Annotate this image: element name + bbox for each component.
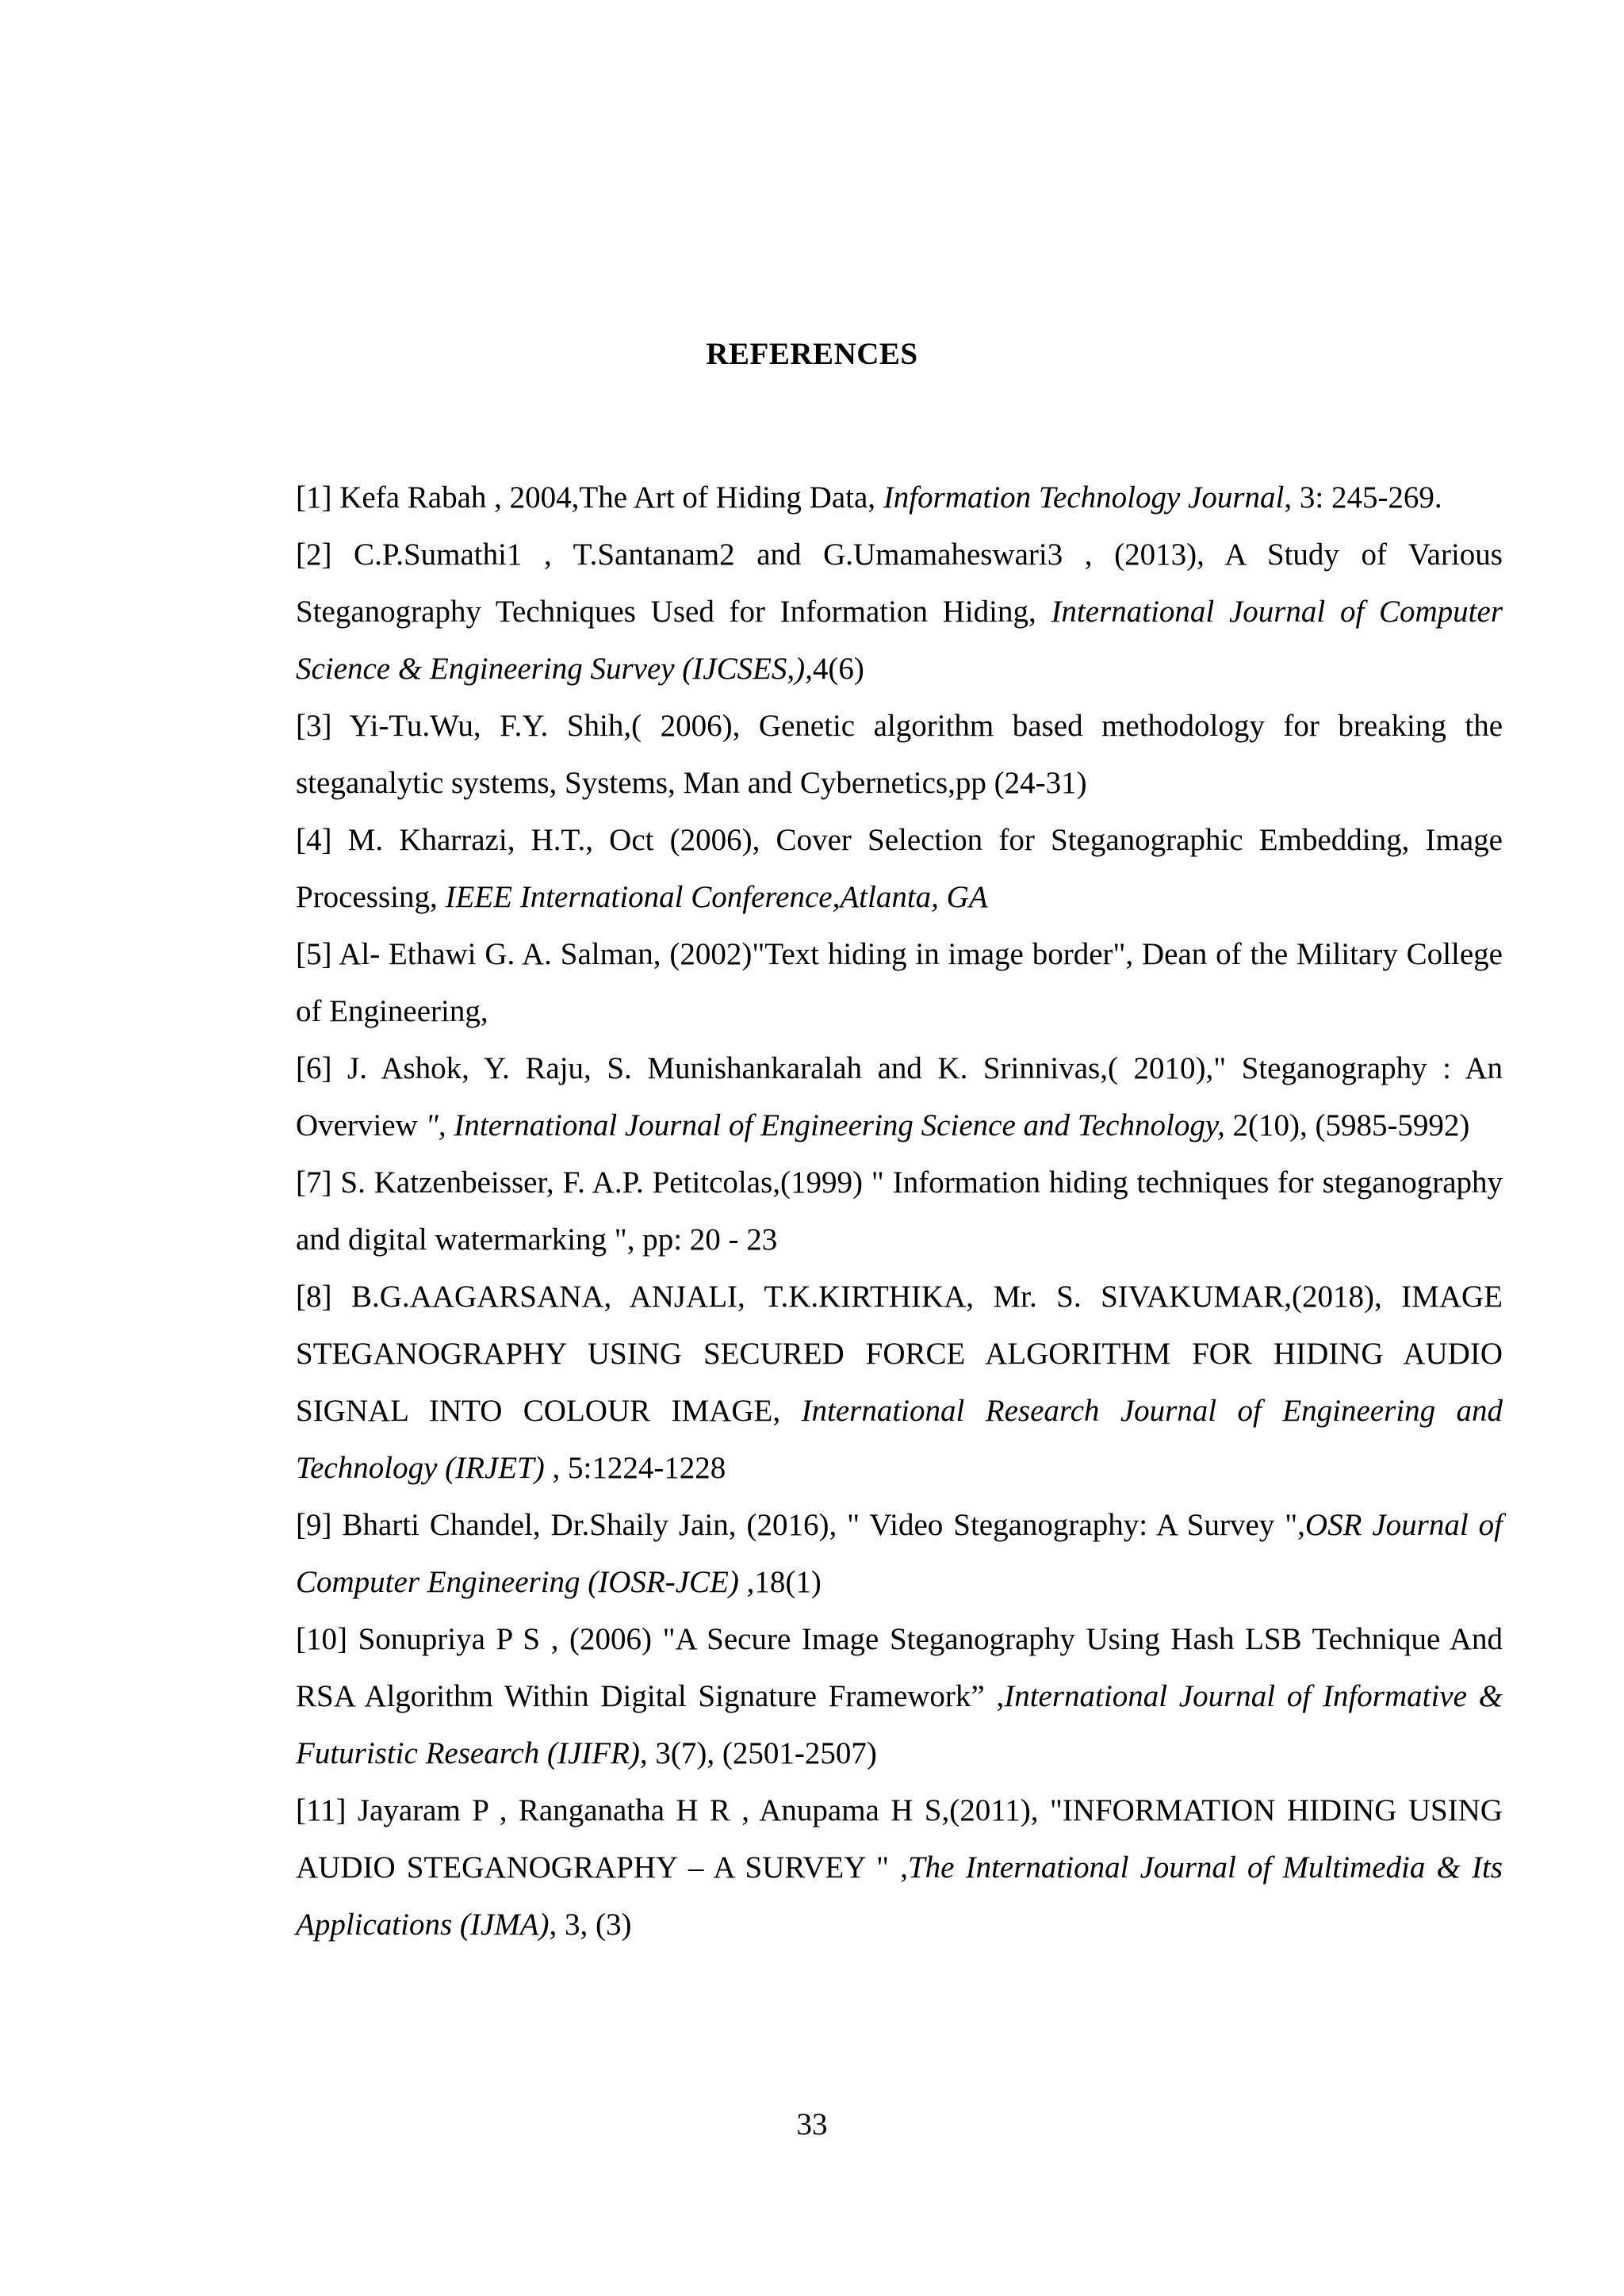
reference-text: J. Ashok, Y. Raju, S. Munishankaralah and K. Srinnivas,( 2010)," Steganography : An Overview [296,1051,1503,1142]
reference-number: [10] [296,1622,347,1656]
reference-text: Al- Ethawi G. A. Salman, (2002)"Text hiding in image border", Dean of the Military College of Engineering, [296,937,1503,1028]
reference-item-6 [296,1040,1503,1154]
reference-text: M. Kharrazi, H.T., Oct (2006), Cover Selection for Steganographic Embedding, Image Processing, [296,823,1503,914]
reference-text-tail: 2(10), (5985-5992) [1224,1108,1470,1142]
reference-text-tail: , 3, (3) [549,1908,632,1942]
reference-number: [8] [296,1280,332,1314]
reference-text-tail: , 3: 245-269. [1284,480,1442,515]
reference-item-7 [296,1154,1503,1269]
reference-text: B.G.AAGARSANA, ANJALI, T.K.KIRTHIKA, Mr. S. SIVAKUMAR,(2018), IMAGE STEGANOGRAPHY USING SECURED FORCE ALGORITHM FOR HIDING AUDIO SIGNAL INTO COLOUR IMAGE, [296,1280,1503,1428]
reference-text: Bharti Chandel, Dr.Shaily Jain, (2016), " Video Steganography: A Survey ", [331,1508,1305,1542]
reference-text: Sonupriya P S , (2006) "A Secure Image Steganography Using Hash LSB Technique And RSA Algorithm Within Digital Signature Framework” , [296,1622,1503,1713]
reference-journal: OSR Journal of Computer Engineering (IOSR-JCE) [296,1508,1503,1599]
reference-journal: Information Technology Journal [883,480,1285,515]
reference-number: [2] [296,538,332,572]
reference-number: [7] [296,1165,332,1200]
reference-number: [1] [296,480,332,515]
reference-number: [3] [296,709,332,743]
reference-journal: The International Journal of Multimedia & Its Applications (IJMA) [296,1850,1503,1942]
reference-journal: International Research Journal of Engineering and Technology (IRJET) [296,1394,1503,1485]
reference-text: Kefa Rabah , 2004,The Art of Hiding Data, [331,480,883,515]
reference-text-tail: , 3(7), (2501-2507) [639,1736,877,1770]
page-number: 33 [796,2107,828,2141]
reference-item-1 [296,469,1503,526]
reference-text-tail: 4(6) [812,652,864,686]
reference-number: [4] [296,823,332,857]
reference-text-tail: , 5:1224-1228 [544,1451,726,1485]
reference-list [296,469,1503,1954]
reference-item-4 [296,812,1503,926]
reference-number: [11] [296,1793,347,1827]
reference-journal: ", International Journal of Engineering Science and Technology, [425,1108,1225,1142]
reference-number: [9] [296,1508,332,1542]
reference-journal: IEEE International Conference,Atlanta, GA [445,880,988,914]
reference-item-5 [296,926,1503,1040]
reference-text-tail: ,18(1) [738,1565,822,1599]
page-title: REFERENCES [706,337,918,371]
reference-journal: International Journal of Informative & Futuristic Research (IJIFR) [296,1679,1503,1770]
reference-item-11 [296,1782,1503,1954]
reference-item-2 [296,526,1503,698]
reference-text: Jayaram P , Ranganatha H R , Anupama H S,(2011), "INFORMATION HIDING USING AUDIO STEGANOGRAPHY – A SURVEY " , [296,1793,1503,1885]
reference-number: [6] [296,1051,332,1085]
reference-text: Yi-Tu.Wu, F.Y. Shih,( 2006), Genetic algorithm based methodology for breaking the steganalytic systems, Systems, Man and Cybernetics,pp (24-31) [296,709,1503,800]
reference-item-3 [296,698,1503,812]
reference-text: C.P.Sumathi1 , T.Santanam2 and G.Umamaheswari3 , (2013), A Study of Various Steganography Techniques Used for Information Hiding, [296,538,1503,629]
reference-item-9 [296,1497,1503,1611]
reference-text: S. Katzenbeisser, F. A.P. Petitcolas,(1999) " Information hiding techniques for steganography and digital watermarking ", pp: 20 - 23 [296,1165,1503,1257]
reference-item-8 [296,1269,1503,1497]
reference-item-10 [296,1611,1503,1782]
reference-journal: International Journal of Computer Science & Engineering Survey (IJCSES,), [296,595,1503,686]
reference-number: [5] [296,937,332,971]
